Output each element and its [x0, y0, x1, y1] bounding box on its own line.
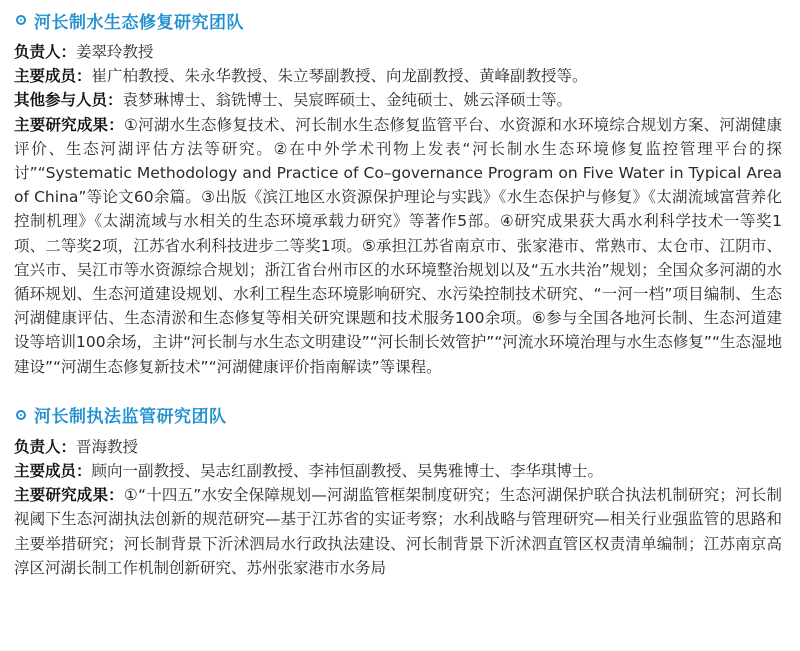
team-section-law-enforcement: [14, 401, 782, 580]
members-label: 主要成员：: [14, 67, 92, 86]
others-row: [14, 88, 782, 112]
members-value: 顾向一副教授、吴志红副教授、李祎恒副教授、吴隽雅博士、李华琪博士。: [91, 462, 604, 481]
results-label: 主要研究成果：: [14, 115, 124, 134]
leader-row: [14, 435, 782, 459]
members-row: [14, 459, 782, 483]
results-value: ①河湖水生态修复技术、河长制水生态修复监管平台、水资源和水环境综合规划方案、河湖健康评价、生态河湖评估方法等研究。②在中外学术刊物上发表“河长制水生态环境修复监控管理平台的探讨”“Systematic Methodology and Practice of Co–governance Program on Five Water in Typical Area of China”等论文60余篇。③出版《滨江地区水资源保护理论与实践》《水生态保护与修复》《太湖流域富营养化控制机理》《太湖流域与水相关的生态环境承载力研究》等著作5部。④研究成果获大禹水利科学技术一等奖1项、二等奖2项，江苏省水利科技进步二等奖1项。⑤承担江苏省南京市、张家港市、常熟市、太仓市、江阴市、宜兴市、吴江市等水资源综合规划；浙江省台州市区的水环境整治规划以及“五水共治”规划；全国众多河湖的水循环规划、生态河道建设规划、水利工程生态环境影响研究、水污染控制技术研究、“一河一档”项目编制、生态河湖健康评估、生态清淤和生态修复等相关研究课题和技术服务100余项。⑥参与全国各地河长制、生态河道建设等培训100余场，主讲“河长制与水生态文明建设”“河长制长效管护”“河流水环境治理与水生态修复”“生态湿地建设”“河湖生态修复新技术”“河湖健康评价指南解读”等课程。: [14, 115, 782, 376]
members-label: 主要成员：: [14, 462, 92, 481]
team-title: 河长制执法监管研究团队: [34, 407, 227, 428]
members-value: 崔广柏教授、朱永华教授、朱立琴副教授、向龙副教授、黄峰副教授等。: [91, 67, 588, 86]
others-label: 其他参与人员：: [14, 91, 123, 110]
others-value: 袁梦琳博士、翁铣博士、吴宸晖硕士、金纯硕士、姚云泽硕士等。: [122, 91, 573, 110]
team-title: 河长制水生态修复研究团队: [34, 12, 244, 33]
team-heading: [14, 401, 782, 429]
leader-value: 晋海教授: [76, 437, 139, 456]
circle-bullet-icon: [16, 410, 26, 420]
results-value: ①“十四五”水安全保障规划—河湖监管框架制度研究；生态河湖保护联合执法机制研究；河长制视阈下生态河湖执法创新的规范研究—基于江苏省的实证考察；水利战略与管理研究—相关行业强监管的思路和主要举措研究；河长制背景下沂沭泗局水行政执法建设、河长制背景下沂沭泗直管区权责清单编制；江苏南京高淳区河湖长制工作机制创新研究、苏州张家港市水务局: [14, 486, 782, 577]
members-row: [14, 64, 782, 88]
leader-label: 负责人：: [14, 43, 77, 61]
team-section-ecological-restoration: [14, 6, 782, 379]
leader-value: 姜翠玲教授: [76, 43, 154, 61]
results-row: [14, 113, 782, 379]
leader-label: 负责人：: [14, 437, 77, 456]
results-label: 主要研究成果：: [14, 486, 124, 505]
results-row: [14, 483, 782, 580]
leader-row: [14, 40, 782, 64]
circle-bullet-icon: [16, 15, 26, 25]
team-heading: [14, 6, 782, 34]
